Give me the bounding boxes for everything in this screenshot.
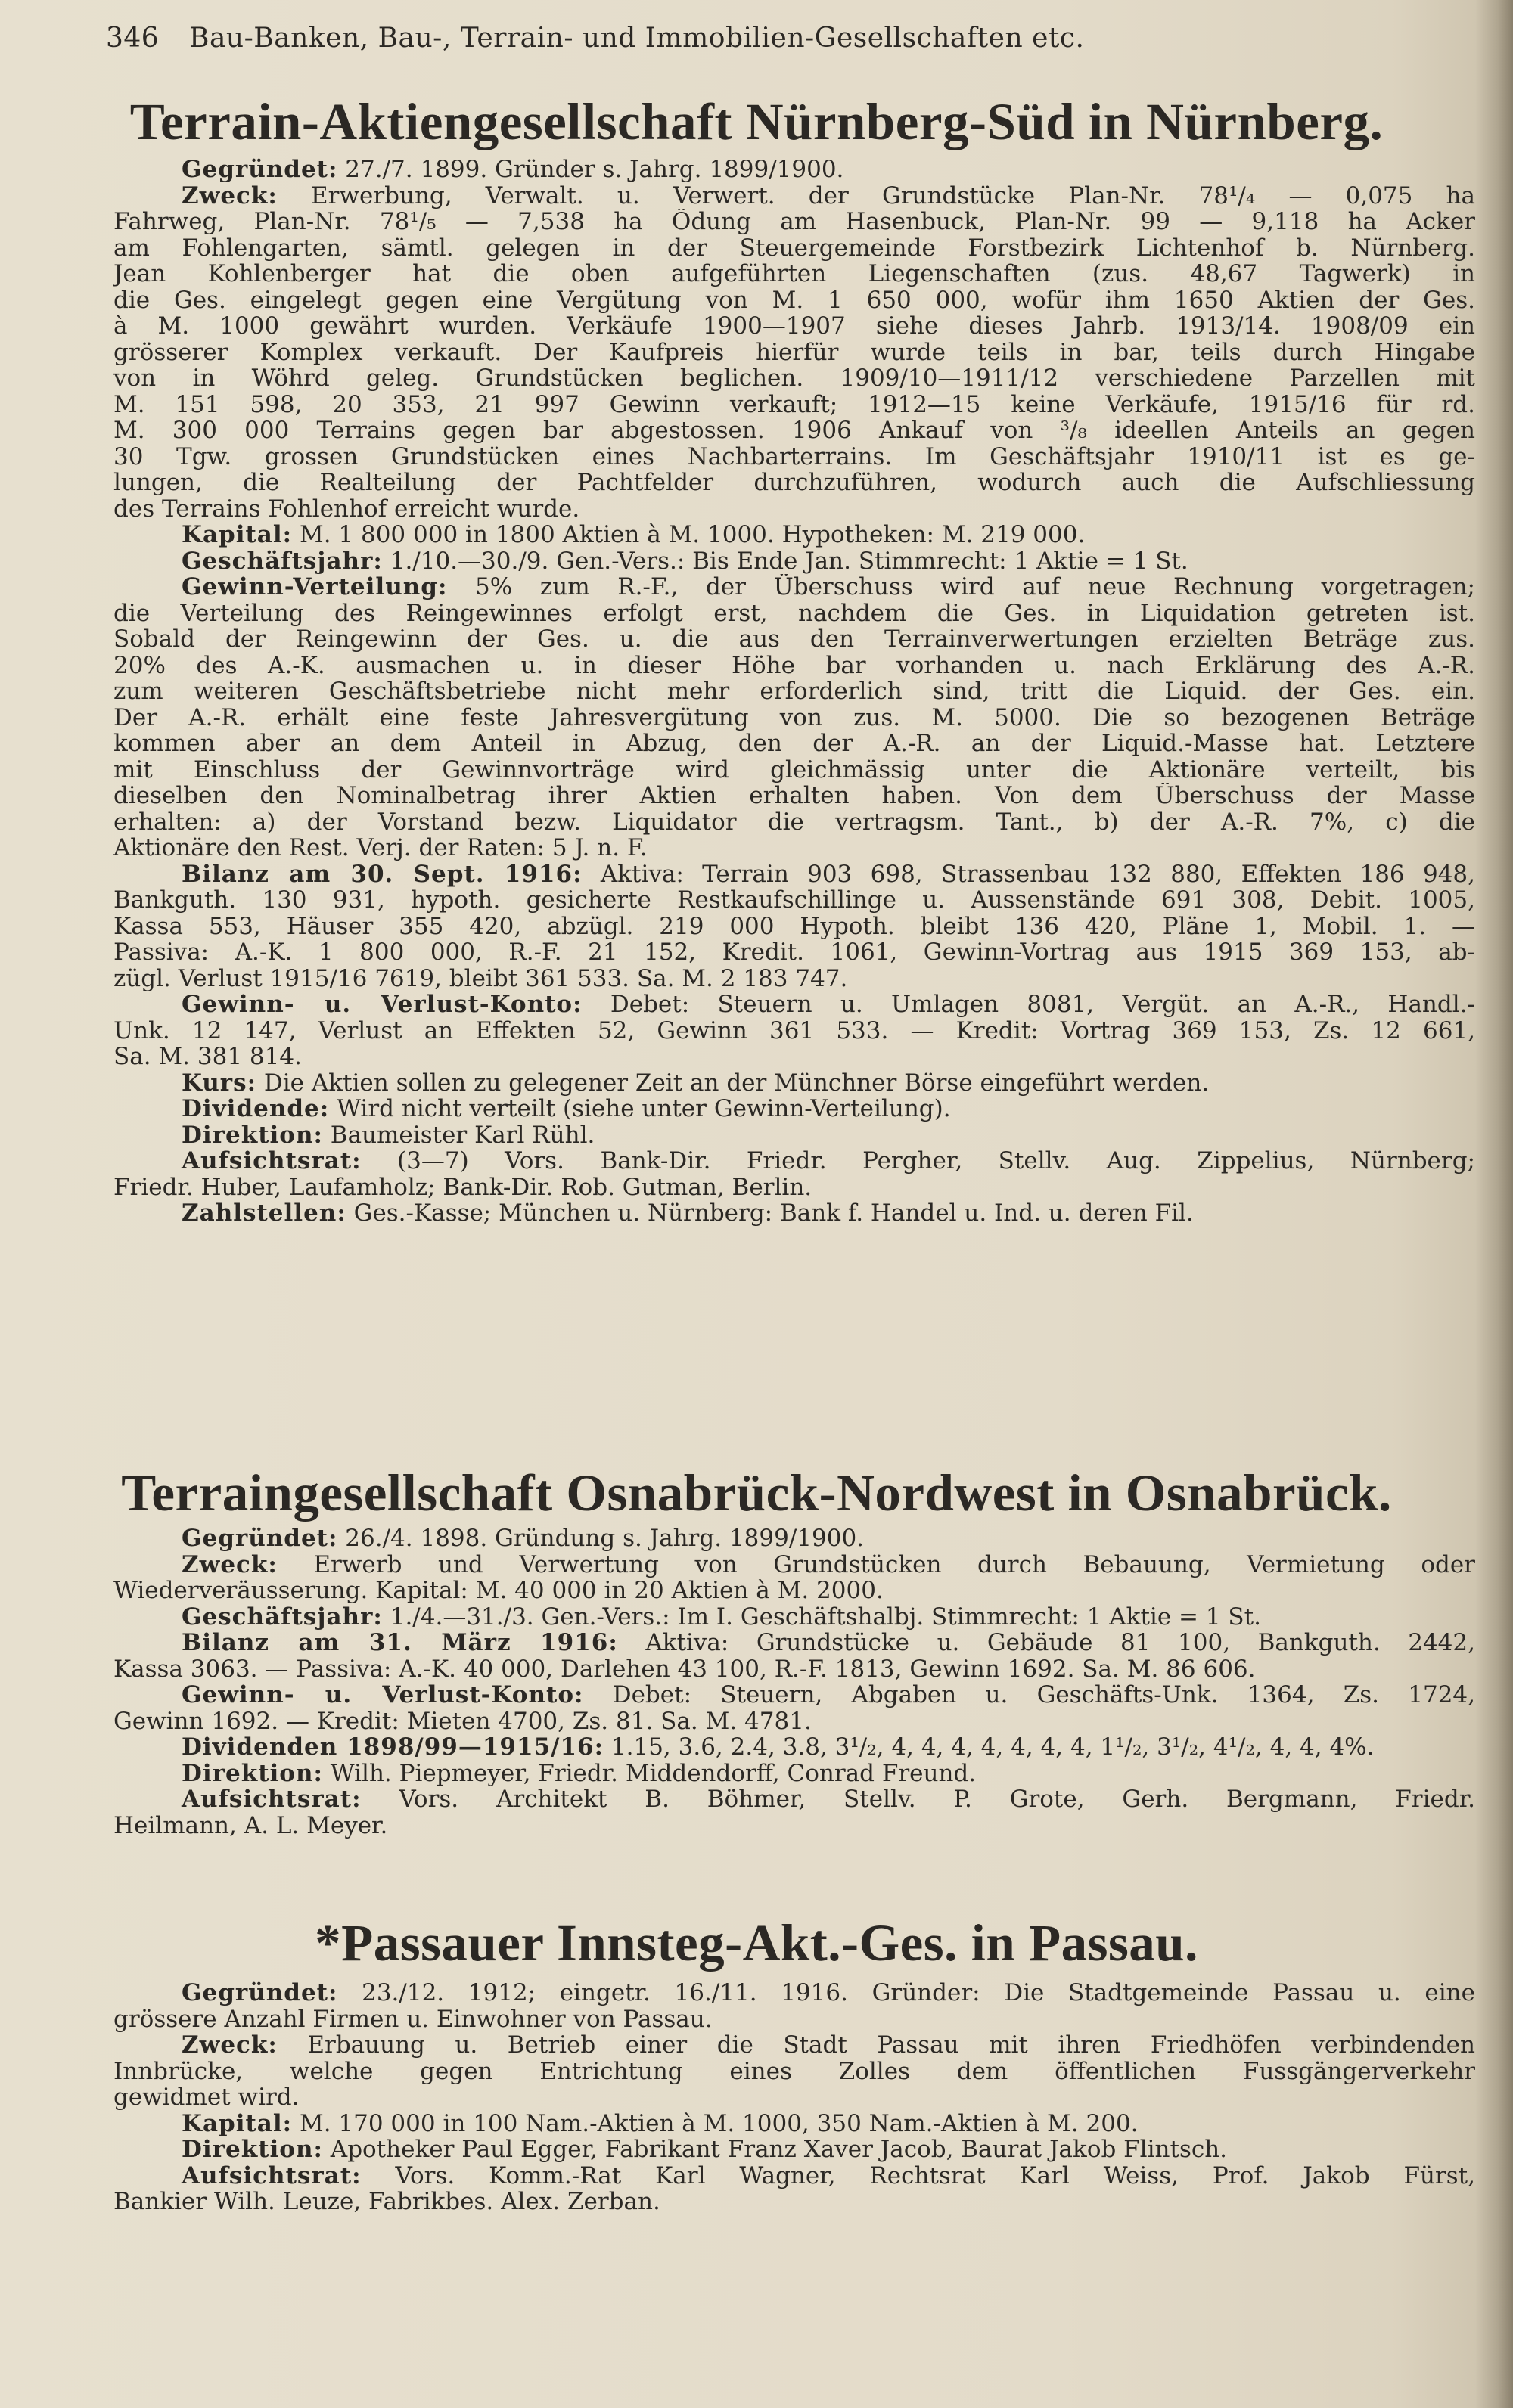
entry-text: die Ges. eingelegt gegen eine Vergütung von M. 1 650 000, wofür ihm 1650 Aktien der Ges.: [113, 287, 1475, 313]
running-head: [106, 23, 1468, 54]
page-number: 346: [106, 23, 160, 54]
entry-heading: Aufsichtsrat:: [182, 2162, 362, 2189]
text-line: [113, 1018, 1475, 1044]
entry-text: 27./7. 1899. Gründer s. Jahrg. 1899/1900.: [337, 157, 844, 183]
text-line: [113, 1552, 1475, 1578]
text-line: [113, 626, 1475, 653]
entry-text: Vors. Architekt B. Böhmer, Stellv. P. Grote, Gerh. Bergmann, Friedr.: [361, 1786, 1475, 1813]
section-body-nuernberg: [113, 157, 1475, 1227]
entry-heading: Gewinn-Verteilung:: [182, 574, 448, 600]
text-line: [113, 2136, 1475, 2163]
text-line: [113, 783, 1475, 809]
entry-text: zügl. Verlust 1915/16 7619, bleibt 361 533. Sa. M. 2 183 747.: [113, 965, 848, 991]
text-line: [113, 470, 1475, 496]
entry-heading: Kapital:: [182, 2110, 293, 2136]
entry-heading: Gewinn- u. Verlust-Konto:: [182, 1682, 584, 1708]
entry-text: Passiva: A.-K. 1 800 000, R.-F. 21 152, Kredit. 1061, Gewinn-Vortrag aus 1915 369 153, ab-: [113, 939, 1475, 966]
entry-text: 1.15, 3.6, 2.4, 3.8, 3¹/₂, 4, 4, 4, 4, 4, 4, 4, 1¹/₂, 3¹/₂, 4¹/₂, 4, 4, 4%.: [604, 1734, 1375, 1761]
entry-text: 20% des A.-K. ausmachen u. in dieser Höhe bar vorhanden u. nach Erklärung des A.-R.: [113, 652, 1475, 678]
text-line: [113, 157, 1475, 183]
text-line: [113, 887, 1475, 914]
entry-text: kommen aber an dem Anteil in Abzug, den der A.-R. an der Liquid.-Masse hat. Letztere: [113, 731, 1475, 757]
entry-heading: Gewinn- u. Verlust-Konto:: [182, 991, 583, 1018]
running-head-text: Bau-Banken, Bau-, Terrain- und Immobilien-Gesellschaften etc.: [189, 23, 1085, 54]
text-line: [113, 261, 1475, 287]
entry-text: M. 1 800 000 in 1800 Aktien à M. 1000. Hypotheken: M. 219 000.: [292, 522, 1086, 548]
text-line: [113, 678, 1475, 705]
entry-heading: Zweck:: [182, 1551, 278, 1578]
entry-text: Unk. 12 147, Verlust an Effekten 52, Gewinn 361 533. — Kredit: Vortrag 369 153, Zs. 12 661,: [113, 1017, 1475, 1044]
text-line: [113, 235, 1475, 262]
entry-heading: Aufsichtsrat:: [182, 1148, 362, 1175]
entry-text: Sa. M. 381 814.: [113, 1044, 302, 1070]
text-line: [113, 287, 1475, 314]
entry-text: grössere Anzahl Firmen u. Einwohner von Passau.: [113, 2006, 713, 2032]
entry-text: Jean Kohlenberger hat die oben aufgeführten Liegenschaften (zus. 48,67 Tagwerk) in: [113, 261, 1475, 287]
text-line: [113, 705, 1475, 731]
entry-text: Apotheker Paul Egger, Fabrikant Franz Xaver Jacob, Baurat Jakob Flintsch.: [322, 2136, 1228, 2163]
entry-text: Debet: Steuern u. Umlagen 8081, Vergüt. an A.-R., Handl.-: [582, 991, 1475, 1018]
entry-text: M. 300 000 Terrains gegen bar abgestossen. 1906 Ankauf von ³/₈ ideellen Anteils an gegen: [113, 417, 1475, 444]
text-line: [113, 340, 1475, 366]
entry-text: Fahrweg, Plan-Nr. 78¹/₅ — 7,538 ha Ödung am Hasenbuck, Plan-Nr. 99 — 9,118 ha Acker: [113, 209, 1475, 235]
entry-heading: Geschäftsjahr:: [182, 1603, 383, 1630]
entry-heading: Gegründet:: [182, 1525, 338, 1552]
text-line: [113, 444, 1475, 470]
text-line: [113, 1200, 1475, 1227]
entry-heading: Bilanz am 30. Sept. 1916:: [182, 861, 583, 887]
entry-text: Die Aktien sollen zu gelegener Zeit an der Münchner Börse eingeführt werden.: [256, 1069, 1210, 1096]
text-line: [113, 1761, 1475, 1787]
entry-text: Ges.-Kasse; München u. Nürnberg: Bank f. Handel u. Ind. u. deren Fil.: [346, 1200, 1194, 1227]
entry-text: Erwerbung, Verwalt. u. Verwert. der Grundstücke Plan-Nr. 78¹/₄ — 0,075 ha: [277, 182, 1475, 209]
entry-text: Kassa 3063. — Passiva: A.-K. 40 000, Darlehen 43 100, R.-F. 1813, Gewinn 1692. Sa. M. 86 606.: [113, 1656, 1256, 1682]
entry-text: grösserer Komplex verkauft. Der Kaufpreis hierfür wurde teils in bar, teils durch Hingabe: [113, 339, 1475, 365]
text-line: [113, 313, 1475, 340]
section-title-nuernberg: Terrain-Aktiengesellschaft Nürnberg-Süd in Nürnberg.: [129, 93, 1384, 150]
text-line: [113, 1630, 1475, 1656]
text-line: [113, 1148, 1475, 1175]
entry-text: M. 151 598, 20 353, 21 997 Gewinn verkauft; 1912—15 keine Verkäufe, 1915/16 für rd.: [113, 391, 1475, 417]
text-line: [113, 809, 1475, 836]
text-line: [113, 209, 1475, 235]
text-line: [113, 1578, 1475, 1604]
entry-heading: Dividende:: [182, 1096, 330, 1122]
entry-heading: Kurs:: [182, 1069, 257, 1096]
entry-text: 26./4. 1898. Gründung s. Jahrg. 1899/1900.: [337, 1525, 865, 1552]
text-line: [113, 1708, 1475, 1735]
entry-text: von in Wöhrd geleg. Grundstücken beglichen. 1909/10—1911/12 verschiedene Parzellen mit: [113, 365, 1475, 392]
text-line: [113, 183, 1475, 209]
entry-heading: Kapital:: [182, 522, 293, 548]
text-line: [113, 1525, 1475, 1552]
entry-heading: Zahlstellen:: [182, 1200, 346, 1227]
entry-text: 5% zum R.-F., der Überschuss wird auf neue Rechnung vorgetragen;: [447, 574, 1475, 600]
text-line: [113, 2006, 1475, 2033]
entry-text: Erbauung u. Betrieb einer die Stadt Passau mit ihren Friedhöfen verbindenden: [277, 2032, 1475, 2059]
entry-text: Bankguth. 130 931, hypoth. gesicherte Restkaufschillinge u. Aussenstände 691 308, Debit. 1005,: [113, 887, 1475, 914]
entry-heading: Geschäftsjahr:: [182, 548, 383, 574]
entry-text: Erwerb und Verwertung von Grundstücken durch Bebauung, Vermietung oder: [277, 1551, 1475, 1578]
text-line: [113, 1070, 1475, 1097]
section-body-passau: [113, 1980, 1475, 2215]
entry-text: Wiederveräusserung. Kapital: M. 40 000 in 20 Aktien à M. 2000.: [113, 1578, 884, 1604]
entry-text: Der A.-R. erhält eine feste Jahresvergütung von zus. M. 5000. Die so bezogenen Beträge: [113, 704, 1475, 731]
text-line: [113, 653, 1475, 679]
entry-text: zum weiteren Geschäftsbetriebe nicht mehr erforderlich sind, tritt die Liquid. der Ges. ein.: [113, 678, 1475, 705]
entry-heading: Aufsichtsrat:: [182, 1786, 362, 1813]
entry-text: 1./4.—31./3. Gen.-Vers.: Im I. Geschäftshalbj. Stimmrecht: 1 Aktie = 1 St.: [382, 1603, 1261, 1630]
text-line: [113, 861, 1475, 888]
text-line: [113, 2084, 1475, 2111]
entry-text: 1./10.—30./9. Gen.-Vers.: Bis Ende Jan. Stimmrecht: 1 Aktie = 1 St.: [382, 548, 1188, 574]
entry-heading: Zweck:: [182, 2032, 278, 2059]
entry-text: Bankier Wilh. Leuze, Fabrikbes. Alex. Zerban.: [113, 2189, 660, 2215]
entry-text: am Fohlengarten, sämtl. gelegen in der Steuergemeinde Forstbezirk Lichtenhof b. Nürnberg.: [113, 234, 1475, 261]
entry-heading: Bilanz am 31. März 1916:: [182, 1630, 618, 1656]
entry-text: Gewinn 1692. — Kredit: Mieten 4700, Zs. 81. Sa. M. 4781.: [113, 1708, 812, 1734]
entry-text: Heilmann, A. L. Meyer.: [113, 1812, 388, 1839]
page-edge-shadow: [1475, 0, 1513, 2408]
entry-text: Vors. Komm.-Rat Karl Wagner, Rechtsrat Karl Weiss, Prof. Jakob Fürst,: [361, 2162, 1475, 2189]
text-line: [113, 966, 1475, 992]
entry-text: Sobald der Reingewinn der Ges. u. die aus den Terrainverwertungen erzielten Beträge zus.: [113, 626, 1475, 653]
entry-text: dieselben den Nominalbetrag ihrer Aktien erhalten haben. Von dem Überschuss der Masse: [113, 783, 1475, 809]
text-line: [113, 1813, 1475, 1839]
text-line: [113, 1682, 1475, 1708]
text-line: [113, 496, 1475, 523]
text-line: [113, 1044, 1475, 1070]
text-line: [113, 2111, 1475, 2137]
text-line: [113, 1656, 1475, 1683]
entry-text: erhalten: a) der Vorstand bezw. Liquidator die vertragsm. Tant., b) der A.-R. 7%, c) die: [113, 808, 1475, 835]
text-line: [113, 1980, 1475, 2006]
entry-text: lungen, die Realteilung der Pachtfelder durchzuführen, wodurch auch die Aufschliessung: [113, 470, 1475, 496]
text-line: [113, 600, 1475, 627]
entry-text: mit Einschluss der Gewinnvorträge wird gleichmässig unter die Aktionäre verteilt, bis: [113, 756, 1475, 783]
entry-text: Debet: Steuern, Abgaben u. Geschäfts-Unk. 1364, Zs. 1724,: [583, 1682, 1475, 1708]
text-line: [113, 2189, 1475, 2215]
text-line: [113, 392, 1475, 418]
text-line: [113, 2059, 1475, 2085]
entry-heading: Zweck:: [182, 182, 278, 209]
entry-text: Aktiva: Terrain 903 698, Strassenbau 132 880, Effekten 186 948,: [582, 861, 1475, 887]
entry-text: Wird nicht verteilt (siehe unter Gewinn-Verteilung).: [329, 1096, 951, 1122]
entry-text: gewidmet wird.: [113, 2084, 300, 2111]
entry-heading: Direktion:: [182, 1760, 323, 1786]
text-line: [113, 1122, 1475, 1149]
text-line: [113, 574, 1475, 600]
entry-text: Baumeister Karl Rühl.: [322, 1122, 595, 1148]
entry-text: 30 Tgw. grossen Grundstücken eines Nachbarterrains. Im Geschäftsjahr 1910/11 ist es ge-: [113, 443, 1475, 470]
entry-text: Innbrücke, welche gegen Entrichtung eines Zolles dem öffentlichen Fussgängerverkehr: [113, 2058, 1475, 2084]
entry-text: Aktiva: Grundstücke u. Gebäude 81 100, Bankguth. 2442,: [617, 1630, 1475, 1656]
entry-text: des Terrains Fohlenhof erreicht wurde.: [113, 495, 580, 522]
text-line: [113, 835, 1475, 861]
entry-text: 23./12. 1912; eingetr. 16./11. 1916. Gründer: Die Stadtgemeinde Passau u. eine: [337, 1980, 1475, 2006]
text-line: [113, 914, 1475, 940]
entry-text: Aktionäre den Rest. Verj. der Raten: 5 J. n. F.: [113, 835, 648, 861]
entry-text: à M. 1000 gewährt wurden. Verkäufe 1900—1907 siehe dieses Jahrb. 1913/14. 1908/09 ein: [113, 313, 1475, 340]
text-line: [113, 522, 1475, 548]
entry-text: M. 170 000 in 100 Nam.-Aktien à M. 1000, 350 Nam.-Aktien à M. 200.: [292, 2110, 1139, 2136]
section-title-passau: *Passauer Innsteg-Akt.-Ges. in Passau.: [315, 1914, 1198, 1972]
entry-heading: Gegründet:: [182, 157, 338, 183]
entry-heading: Direktion:: [182, 2136, 323, 2163]
section-body-osnabrueck: [113, 1525, 1475, 1839]
section-title-osnabrueck: Terraingesellschaft Osnabrück-Nordwest in Osnabrück.: [121, 1464, 1392, 1522]
entry-text: Wilh. Piepmeyer, Friedr. Middendorff, Conrad Freund.: [322, 1760, 977, 1786]
text-line: [113, 1786, 1475, 1813]
entry-heading: Direktion:: [182, 1122, 323, 1148]
entry-heading: Gegründet:: [182, 1980, 338, 2006]
text-line: [113, 417, 1475, 444]
entry-text: Friedr. Huber, Laufamholz; Bank-Dir. Rob. Gutman, Berlin.: [113, 1174, 812, 1200]
text-line: [113, 1734, 1475, 1761]
text-line: [113, 365, 1475, 392]
text-line: [113, 2163, 1475, 2189]
text-line: [113, 939, 1475, 966]
text-line: [113, 548, 1475, 575]
text-line: [113, 1604, 1475, 1631]
entry-heading: Dividenden 1898/99—1915/16:: [182, 1734, 604, 1761]
text-line: [113, 731, 1475, 757]
text-line: [113, 991, 1475, 1018]
text-line: [113, 757, 1475, 784]
entry-text: die Verteilung des Reingewinnes erfolgt erst, nachdem die Ges. in Liquidation getreten ist.: [113, 600, 1475, 626]
text-line: [113, 1096, 1475, 1122]
text-line: [113, 1175, 1475, 1201]
text-line: [113, 2032, 1475, 2059]
entry-text: (3—7) Vors. Bank-Dir. Friedr. Pergher, Stellv. Aug. Zippelius, Nürnberg;: [361, 1148, 1475, 1175]
entry-text: Kassa 553, Häuser 355 420, abzügl. 219 000 Hypoth. bleibt 136 420, Pläne 1, Mobil. 1. —: [113, 913, 1475, 939]
